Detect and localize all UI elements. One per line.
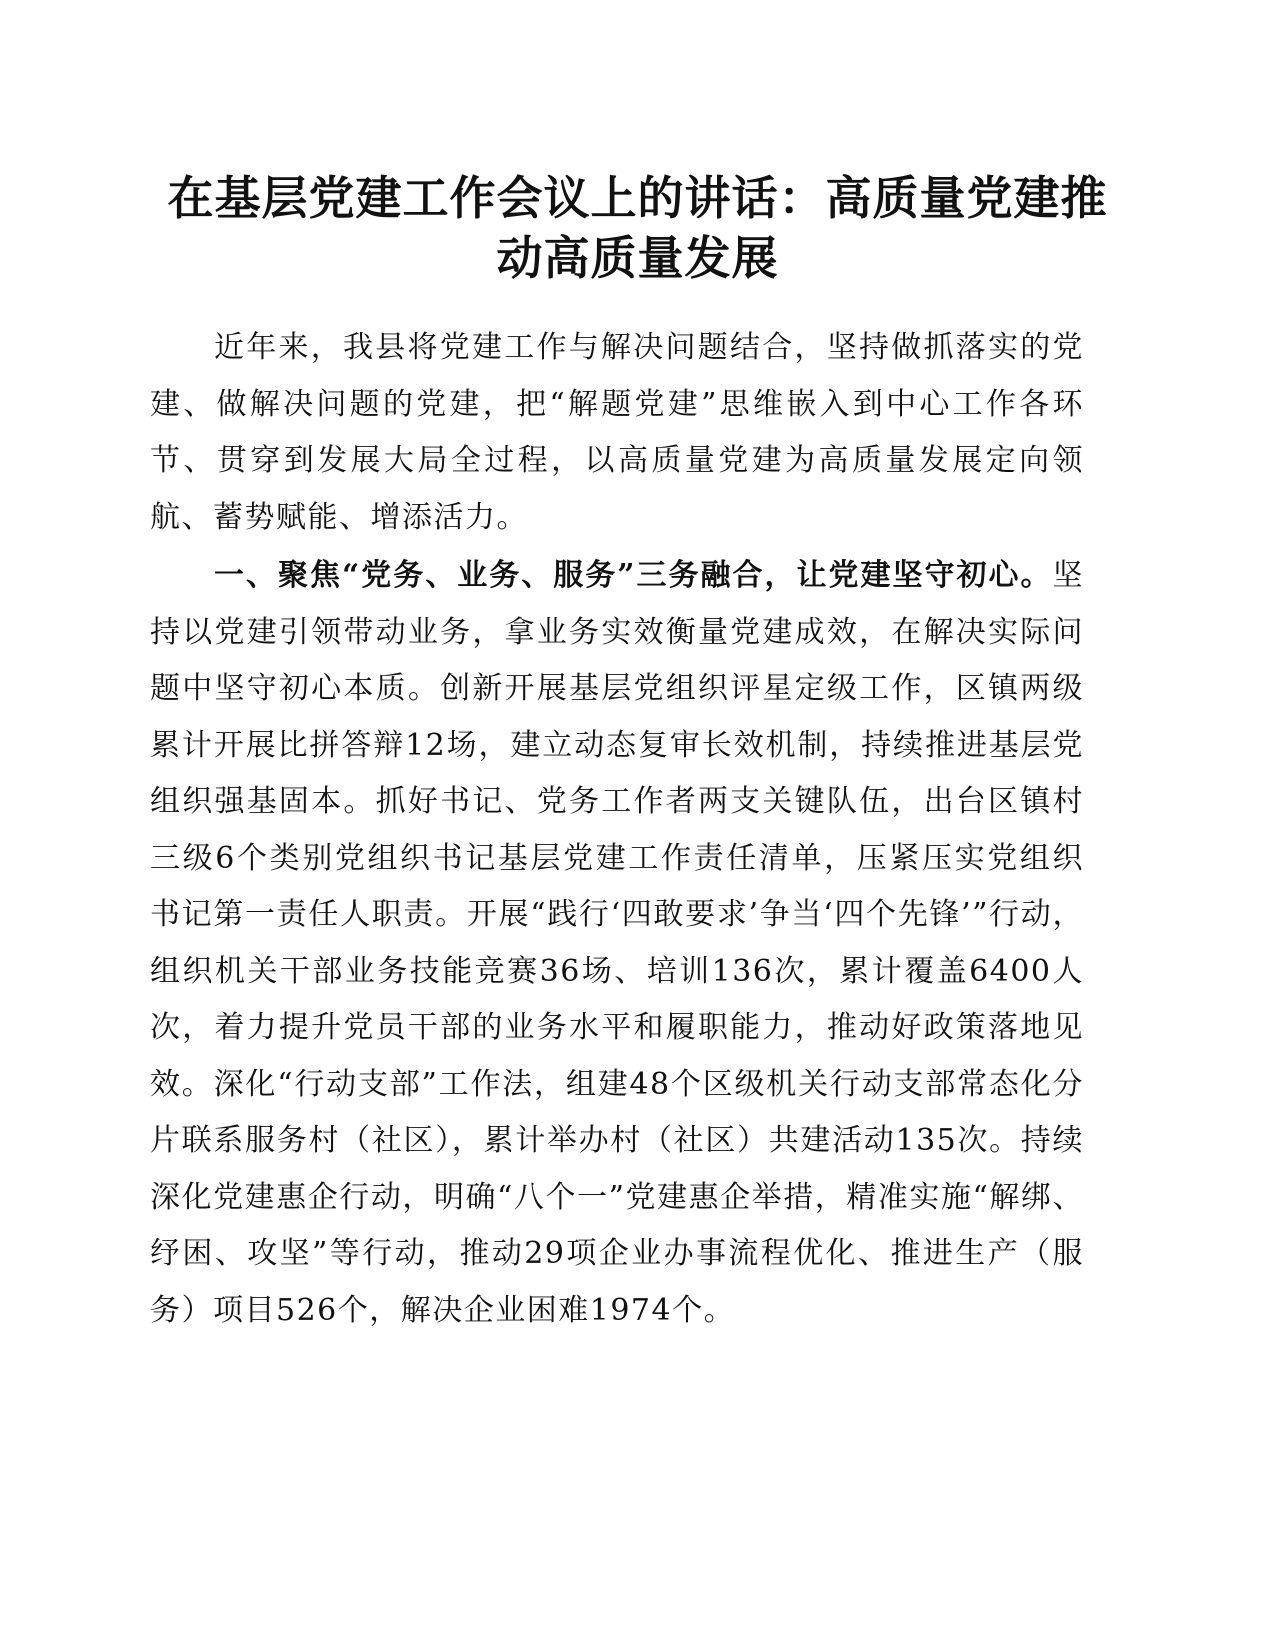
document-title: 在基层党建工作会议上的讲话：高质量党建推动高质量发展	[167, 171, 1108, 285]
section-one-body: 坚持以党建引领带动业务，拿业务实效衡量党建成效，在解决实际问题中坚守初心本质。创新开展基层党组织评星定级工作，区镇两级累计开展比拼答辩12场，建立动态复审长效机制，持续推进基层党组织强基固本。抓好书记、党务工作者两支关键队伍，出台区镇村三级6个类别党组织书记基层党建工作责任清单，压紧压实党组织书记第一责任人职责。开展“践行‘四敢要求’争当‘四个先锋’”行动，组织机关干部业务技能竞赛36场、培训136次，累计覆盖6400人次，着力提升党员干部的业务水平和履职能力，推动好政策落地见效。深化“行动支部”工作法，组建48个区级机关行动支部常态化分片联系服务村（社区），累计举办村（社区）共建活动135次。持续深化党建惠企行动，明确“八个一”党建惠企举措，精准实施“解绑、纾困、攻坚”等行动，推动29项企业办事流程优化、推进生产（服务）项目526个，解决企业困难1974个。	[150, 558, 1084, 1328]
section-one-heading: 一、聚焦“党务、业务、服务”三务融合，让党建坚守初心。	[214, 558, 1053, 593]
section-one-paragraph	[150, 548, 1084, 1339]
intro-paragraph: 近年来，我县将党建工作与解决问题结合，坚持做抓落实的党建、做解决问题的党建，把“解题党建”思维嵌入到中心工作各环节、贯穿到发展大局全过程，以高质量党建为高质量发展定向领航、蓄势赋能、增添活力。	[150, 330, 1084, 535]
